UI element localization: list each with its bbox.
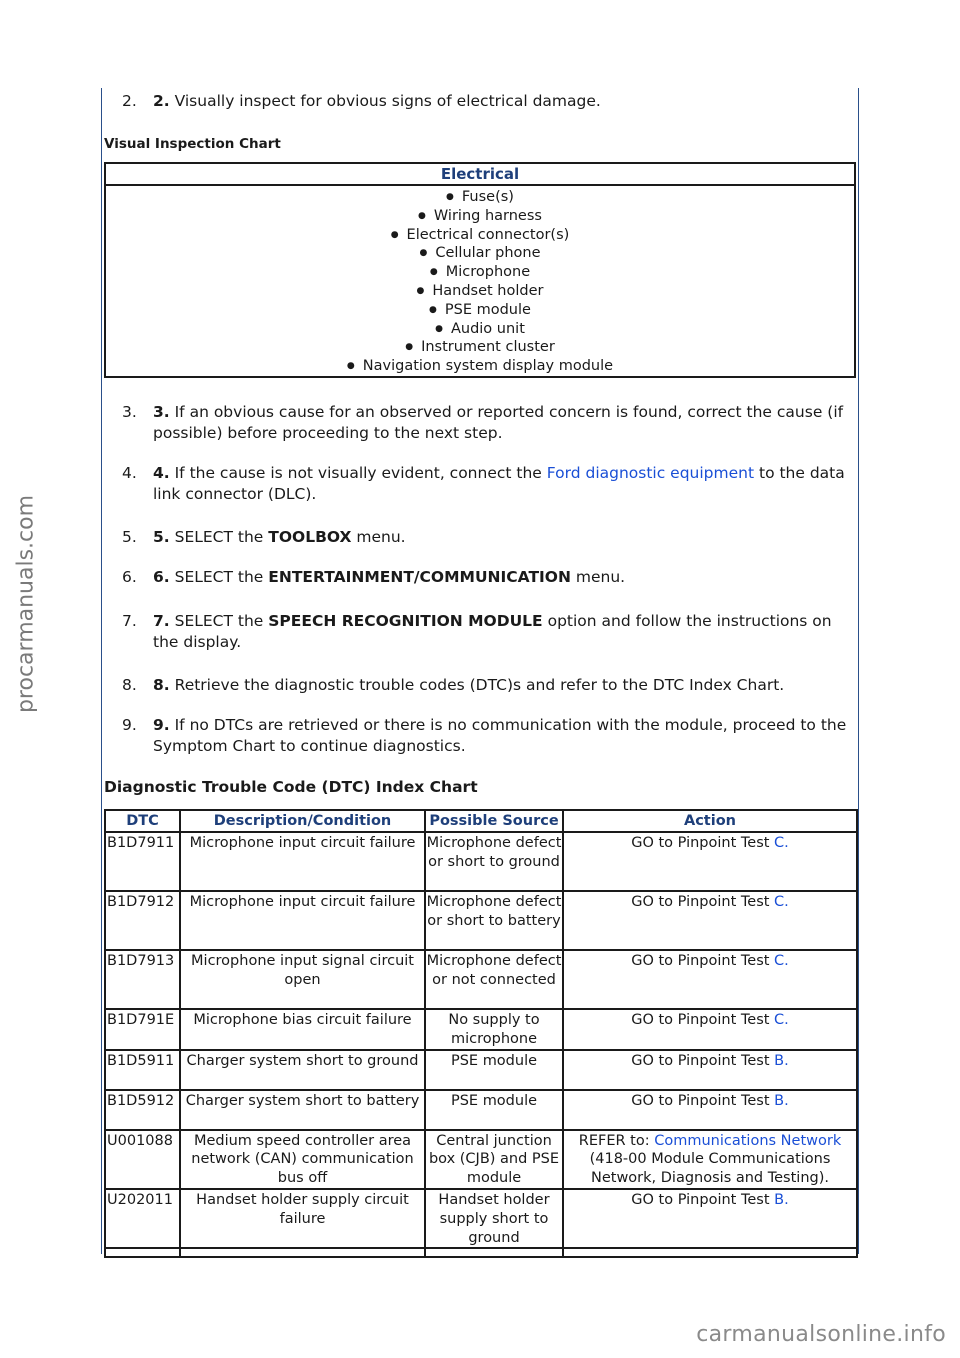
possible-source-cell: Microphone defect or short to ground xyxy=(425,832,563,891)
step-text: option and follow the instructions on the display. xyxy=(153,612,832,651)
possible-source-cell: No supply to microphone xyxy=(425,1009,563,1050)
action-cell xyxy=(563,832,857,891)
table-row xyxy=(105,1090,857,1130)
side-watermark-text: procarmanuals.com xyxy=(13,494,39,714)
step-bold-number: 9. xyxy=(153,716,170,734)
empty-cell xyxy=(563,1248,857,1257)
electrical-items-list xyxy=(106,188,854,376)
step-8 xyxy=(104,675,856,696)
electrical-item: ● Fuse(s) xyxy=(106,188,854,207)
step-text: Retrieve the diagnostic trouble codes (DTC)s and refer to the DTC Index Chart. xyxy=(169,676,785,694)
empty-cell xyxy=(105,1248,180,1257)
step-text: to the data link connector (DLC). xyxy=(153,464,845,503)
action-text: GO to Pinpoint Test xyxy=(631,1052,775,1069)
action-cell xyxy=(563,891,857,950)
action-text: (418-00 Module Communications Network, Diagnosis and Testing). xyxy=(589,1151,831,1187)
possible-source-cell: PSE module xyxy=(425,1050,563,1090)
step-text: Visually inspect for obvious signs of electrical damage. xyxy=(169,92,601,110)
bottom-watermark: carmanualsonline.info xyxy=(696,1322,946,1347)
step-bold-number: 5. xyxy=(153,528,170,546)
step-number: 2. xyxy=(122,92,137,110)
action-text: GO to Pinpoint Test xyxy=(631,953,775,969)
step-5 xyxy=(104,527,856,548)
table-row xyxy=(105,1050,857,1090)
dtc-code-cell: B1D7911 xyxy=(105,832,180,891)
step-number: 3. xyxy=(122,403,137,421)
empty-cell xyxy=(180,1248,425,1257)
possible-source-cell: Microphone defect or short to battery xyxy=(425,891,563,950)
step-number: 8. xyxy=(122,676,137,694)
step-9 xyxy=(104,715,856,757)
pinpoint-test-link[interactable]: B. xyxy=(774,1092,789,1109)
electrical-item: ● PSE module xyxy=(106,301,854,320)
electrical-header: Electrical xyxy=(105,163,855,185)
electrical-items-cell xyxy=(105,185,855,377)
action-text: GO to Pinpoint Test xyxy=(631,894,775,910)
pinpoint-test-link[interactable]: B. xyxy=(774,1052,789,1069)
possible-source-cell: PSE module xyxy=(425,1090,563,1130)
step-text: SELECT the xyxy=(169,612,269,630)
action-column-header: Action xyxy=(563,810,857,832)
description-column-header: Description/Condition xyxy=(180,810,425,832)
description-cell: Microphone input circuit failure xyxy=(180,891,425,950)
table-row xyxy=(105,950,857,1009)
pinpoint-test-link[interactable]: B. xyxy=(774,1191,789,1208)
menu-name: ENTERTAINMENT/COMMUNICATION xyxy=(268,568,571,586)
action-cell xyxy=(563,1130,857,1189)
step-number: 7. xyxy=(122,612,137,630)
empty-cell xyxy=(425,1248,563,1257)
action-cell xyxy=(563,950,857,1009)
pinpoint-test-link[interactable]: C. xyxy=(774,1012,789,1028)
description-cell: Medium speed controller area network (CAN) communication bus off xyxy=(180,1130,425,1189)
step-4 xyxy=(104,463,856,505)
description-cell: Microphone input signal circuit open xyxy=(180,950,425,1009)
electrical-item: ● Wiring harness xyxy=(106,207,854,226)
pinpoint-test-link[interactable]: Communications Network xyxy=(654,1132,842,1149)
action-text: REFER to: xyxy=(578,1132,655,1149)
visual-inspection-table xyxy=(104,162,856,378)
description-cell: Charger system short to ground xyxy=(180,1050,425,1090)
step-bold-number: 4. xyxy=(153,464,170,482)
dtc-code-cell: B1D7912 xyxy=(105,891,180,950)
possible-source-column-header: Possible Source xyxy=(425,810,563,832)
ford-diagnostic-equipment-link[interactable]: Ford diagnostic equipment xyxy=(546,464,755,482)
action-cell xyxy=(563,1050,857,1090)
possible-source-cell: Microphone defect or not connected xyxy=(425,950,563,1009)
possible-source-cell: Handset holder supply short to ground xyxy=(425,1189,563,1248)
action-text: GO to Pinpoint Test xyxy=(631,835,775,851)
electrical-item: ● Audio unit xyxy=(106,320,854,339)
step-number: 6. xyxy=(122,568,137,586)
action-cell xyxy=(563,1009,857,1050)
dtc-code-cell: B1D791E xyxy=(105,1009,180,1050)
table-row xyxy=(105,832,857,891)
dtc-code-cell: B1D5911 xyxy=(105,1050,180,1090)
electrical-item: ● Instrument cluster xyxy=(106,338,854,357)
step-bold-number: 3. xyxy=(153,403,170,421)
electrical-item: ● Electrical connector(s) xyxy=(106,226,854,245)
step-bold-number: 6. xyxy=(153,568,170,586)
step-text: menu. xyxy=(570,568,626,586)
step-bold-number: 2. xyxy=(153,92,170,110)
dtc-code-cell: U001088 xyxy=(105,1130,180,1189)
action-cell xyxy=(563,1090,857,1130)
table-row xyxy=(105,1130,857,1189)
step-number: 4. xyxy=(122,464,137,482)
pinpoint-test-link[interactable]: C. xyxy=(774,953,789,969)
step-number: 5. xyxy=(122,528,137,546)
description-cell: Microphone input circuit failure xyxy=(180,832,425,891)
dtc-chart-title: Diagnostic Trouble Code (DTC) Index Chart xyxy=(104,778,478,796)
action-text: GO to Pinpoint Test xyxy=(631,1191,775,1208)
dtc-column-header: DTC xyxy=(105,810,180,832)
step-bold-number: 8. xyxy=(153,676,170,694)
step-7 xyxy=(104,611,856,653)
left-rule xyxy=(101,88,102,1254)
menu-name: TOOLBOX xyxy=(268,528,352,546)
action-cell xyxy=(563,1189,857,1248)
step-bold-number: 7. xyxy=(153,612,170,630)
pinpoint-test-link[interactable]: C. xyxy=(774,835,789,851)
pinpoint-test-link[interactable]: C. xyxy=(774,894,789,910)
step-6 xyxy=(104,567,856,588)
step-text: If no DTCs are retrieved or there is no communication with the module, proceed to the Symptom Chart to continue diagnostics. xyxy=(153,716,847,755)
step-number: 9. xyxy=(122,716,137,734)
step-text: menu. xyxy=(351,528,406,546)
menu-name: SPEECH RECOGNITION MODULE xyxy=(268,612,543,630)
step-text: SELECT the xyxy=(169,528,269,546)
step-text: If an obvious cause for an observed or reported concern is found, correct the cause (if possible) before proceeding to the next step. xyxy=(153,403,844,442)
electrical-item: ● Cellular phone xyxy=(106,244,854,263)
electrical-item: ● Microphone xyxy=(106,263,854,282)
dtc-index-table xyxy=(104,809,858,1258)
table-row xyxy=(105,1009,857,1050)
table-row xyxy=(105,1189,857,1248)
possible-source-cell: Central junction box (CJB) and PSE module xyxy=(425,1130,563,1189)
electrical-item: ● Navigation system display module xyxy=(106,357,854,376)
description-cell: Charger system short to battery xyxy=(180,1090,425,1130)
action-text: GO to Pinpoint Test xyxy=(631,1012,775,1028)
action-text: GO to Pinpoint Test xyxy=(631,1092,775,1109)
step-text: SELECT the xyxy=(169,568,269,586)
step-3 xyxy=(104,402,856,444)
right-rule xyxy=(858,88,859,1254)
step-2 xyxy=(104,91,856,112)
table-row xyxy=(105,891,857,950)
side-watermark xyxy=(6,404,46,804)
continuation-row xyxy=(105,1248,857,1257)
visual-chart-title: Visual Inspection Chart xyxy=(104,136,281,152)
dtc-code-cell: U202011 xyxy=(105,1189,180,1248)
description-cell: Microphone bias circuit failure xyxy=(180,1009,425,1050)
description-cell: Handset holder supply circuit failure xyxy=(180,1189,425,1248)
dtc-code-cell: B1D5912 xyxy=(105,1090,180,1130)
dtc-code-cell: B1D7913 xyxy=(105,950,180,1009)
electrical-item: ● Handset holder xyxy=(106,282,854,301)
step-text: If the cause is not visually evident, connect the xyxy=(169,464,547,482)
